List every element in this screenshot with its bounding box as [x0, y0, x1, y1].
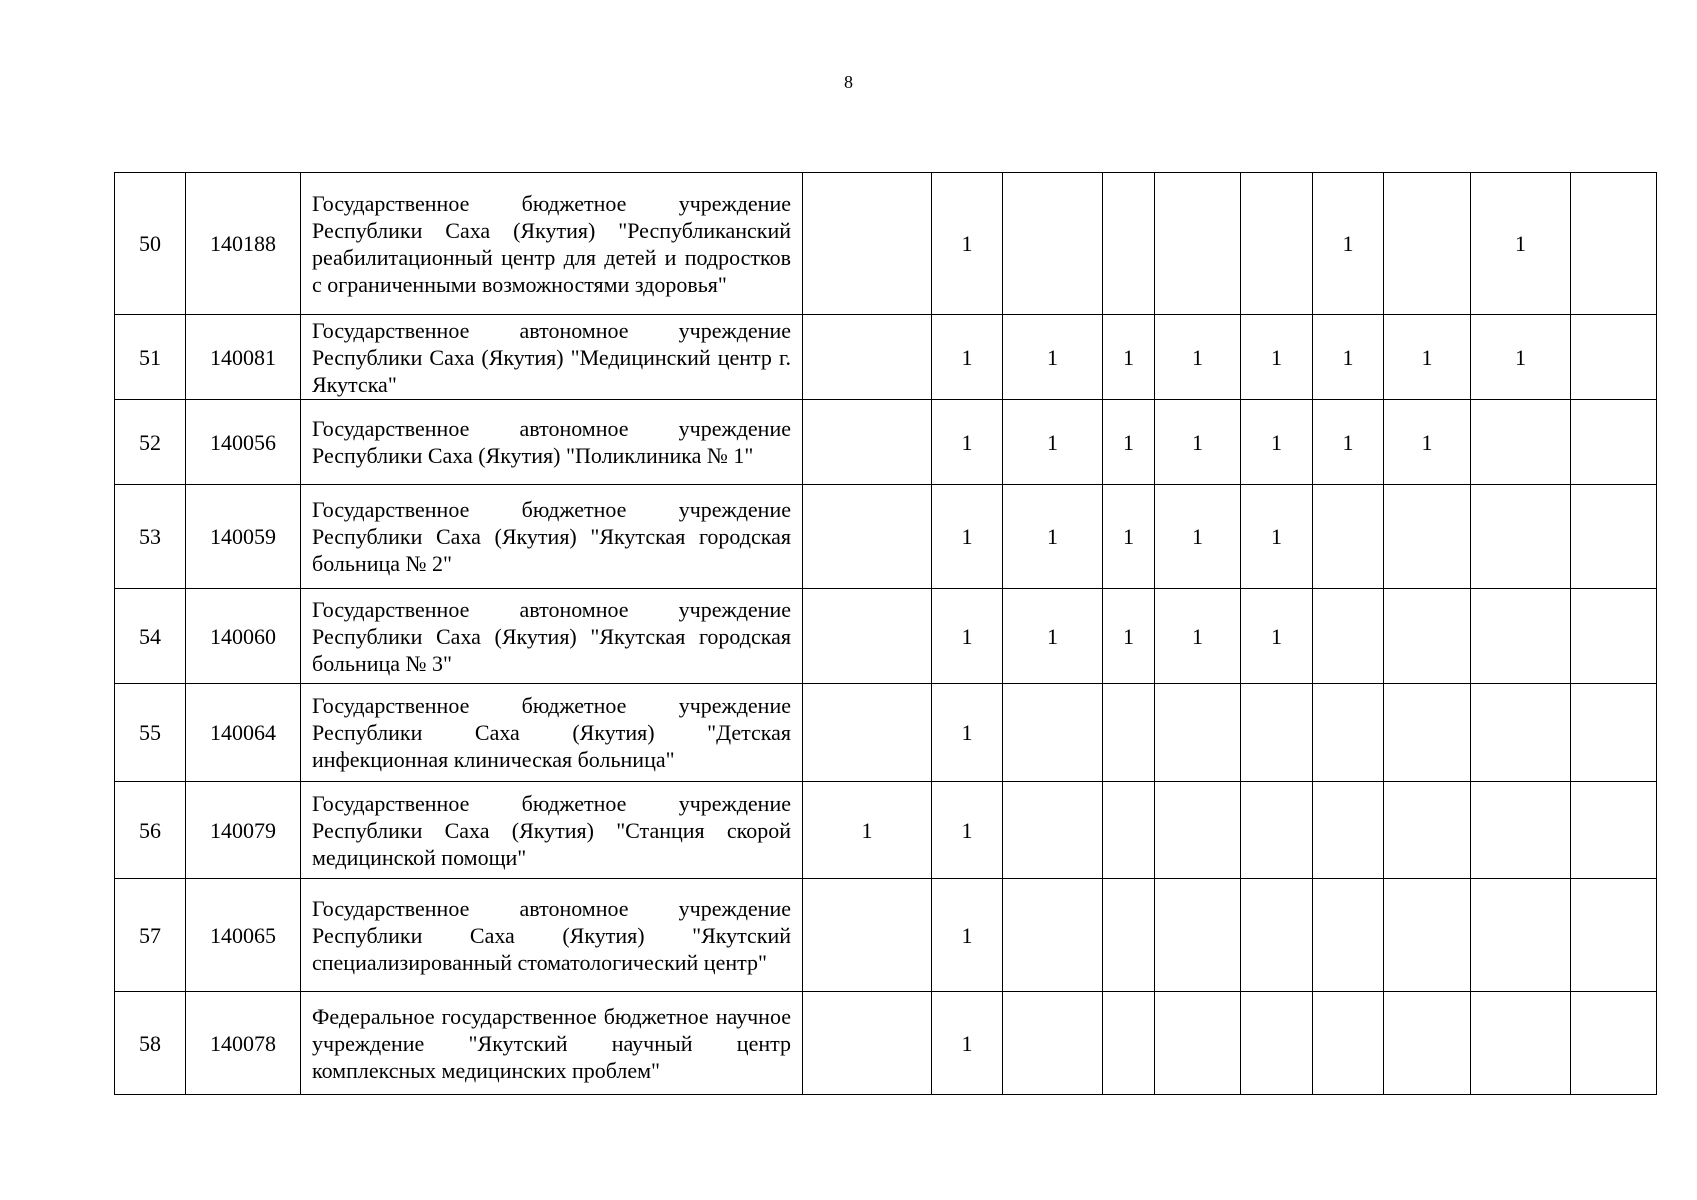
value-cell-3: 1 — [1003, 315, 1103, 400]
org-name-cell: Государственное бюджетное учреждение Республики Саха (Якутия) "Станция скорой медицинской помощи" — [301, 782, 803, 879]
value-cell-1: 1 — [803, 782, 932, 879]
table-body — [115, 173, 1657, 1095]
value-cell-1 — [803, 400, 932, 485]
value-cell-3 — [1003, 782, 1103, 879]
value-cell-1 — [803, 879, 932, 992]
row-number-cell: 54 — [115, 589, 186, 684]
row-number-cell: 58 — [115, 992, 186, 1095]
value-cell-4: 1 — [1103, 589, 1155, 684]
row-number-cell: 55 — [115, 684, 186, 782]
value-cell-5: 1 — [1155, 589, 1241, 684]
org-name-cell: Государственное бюджетное учреждение Республики Саха (Якутия) "Якутская городская больница № 2" — [301, 485, 803, 589]
table-row — [115, 315, 1657, 400]
row-number-cell: 50 — [115, 173, 186, 315]
row-number-cell: 53 — [115, 485, 186, 589]
org-code-cell: 140078 — [186, 992, 301, 1095]
value-cell-6: 1 — [1241, 315, 1313, 400]
value-cell-8 — [1384, 173, 1471, 315]
value-cell-8 — [1384, 879, 1471, 992]
value-cell-5 — [1155, 684, 1241, 782]
value-cell-3: 1 — [1003, 485, 1103, 589]
value-cell-8 — [1384, 589, 1471, 684]
value-cell-7 — [1313, 589, 1384, 684]
value-cell-8 — [1384, 684, 1471, 782]
page-number: 8 — [844, 72, 853, 92]
value-cell-5: 1 — [1155, 315, 1241, 400]
value-cell-9 — [1471, 684, 1571, 782]
row-number-cell: 51 — [115, 315, 186, 400]
value-cell-2: 1 — [932, 173, 1003, 315]
value-cell-4 — [1103, 782, 1155, 879]
value-cell-6 — [1241, 879, 1313, 992]
value-cell-3: 1 — [1003, 589, 1103, 684]
org-name-cell: Государственное бюджетное учреждение Республики Саха (Якутия) "Республиканский реабилитационный центр для детей и подростков с ограниченными возможностями здоровья" — [301, 173, 803, 315]
org-code-cell: 140056 — [186, 400, 301, 485]
value-cell-10 — [1571, 315, 1657, 400]
value-cell-3 — [1003, 992, 1103, 1095]
value-cell-6 — [1241, 684, 1313, 782]
table-row — [115, 992, 1657, 1095]
value-cell-8 — [1384, 485, 1471, 589]
value-cell-7: 1 — [1313, 400, 1384, 485]
value-cell-2: 1 — [932, 315, 1003, 400]
value-cell-10 — [1571, 879, 1657, 992]
value-cell-2: 1 — [932, 782, 1003, 879]
row-number-cell: 56 — [115, 782, 186, 879]
value-cell-1 — [803, 992, 932, 1095]
value-cell-10 — [1571, 173, 1657, 315]
value-cell-5 — [1155, 173, 1241, 315]
value-cell-5: 1 — [1155, 400, 1241, 485]
value-cell-8 — [1384, 992, 1471, 1095]
value-cell-5 — [1155, 992, 1241, 1095]
value-cell-6: 1 — [1241, 485, 1313, 589]
organizations-table — [114, 172, 1657, 1095]
org-code-cell: 140064 — [186, 684, 301, 782]
org-code-cell: 140059 — [186, 485, 301, 589]
value-cell-7 — [1313, 485, 1384, 589]
value-cell-3: 1 — [1003, 400, 1103, 485]
value-cell-10 — [1571, 589, 1657, 684]
value-cell-2: 1 — [932, 589, 1003, 684]
value-cell-4 — [1103, 173, 1155, 315]
value-cell-5 — [1155, 879, 1241, 992]
value-cell-1 — [803, 485, 932, 589]
value-cell-9 — [1471, 992, 1571, 1095]
table-row — [115, 879, 1657, 992]
org-code-cell: 140065 — [186, 879, 301, 992]
value-cell-10 — [1571, 782, 1657, 879]
value-cell-10 — [1571, 485, 1657, 589]
org-name-cell: Государственное автономное учреждение Республики Саха (Якутия) "Якутский специализированный стоматологический центр" — [301, 879, 803, 992]
value-cell-4 — [1103, 992, 1155, 1095]
value-cell-7 — [1313, 684, 1384, 782]
value-cell-4: 1 — [1103, 485, 1155, 589]
table-row — [115, 400, 1657, 485]
value-cell-6 — [1241, 992, 1313, 1095]
value-cell-2: 1 — [932, 400, 1003, 485]
value-cell-7 — [1313, 782, 1384, 879]
org-name-cell: Государственное автономное учреждение Республики Саха (Якутия) "Поликлиника № 1" — [301, 400, 803, 485]
value-cell-9 — [1471, 782, 1571, 879]
value-cell-7: 1 — [1313, 173, 1384, 315]
org-name-cell: Федеральное государственное бюджетное научное учреждение "Якутский научный центр комплексных медицинских проблем" — [301, 992, 803, 1095]
org-name-cell: Государственное автономное учреждение Республики Саха (Якутия) "Медицинский центр г. Якутска" — [301, 315, 803, 400]
value-cell-8: 1 — [1384, 400, 1471, 485]
value-cell-9: 1 — [1471, 173, 1571, 315]
org-name-cell: Государственное бюджетное учреждение Республики Саха (Якутия) "Детская инфекционная клиническая больница" — [301, 684, 803, 782]
value-cell-5 — [1155, 782, 1241, 879]
value-cell-6: 1 — [1241, 589, 1313, 684]
value-cell-2: 1 — [932, 992, 1003, 1095]
table-row — [115, 589, 1657, 684]
row-number-cell: 57 — [115, 879, 186, 992]
value-cell-4: 1 — [1103, 315, 1155, 400]
table-row — [115, 684, 1657, 782]
value-cell-4 — [1103, 879, 1155, 992]
value-cell-9: 1 — [1471, 315, 1571, 400]
value-cell-7 — [1313, 992, 1384, 1095]
org-code-cell: 140081 — [186, 315, 301, 400]
value-cell-2: 1 — [932, 485, 1003, 589]
value-cell-7 — [1313, 879, 1384, 992]
value-cell-9 — [1471, 485, 1571, 589]
value-cell-9 — [1471, 879, 1571, 992]
org-name-cell: Государственное автономное учреждение Республики Саха (Якутия) "Якутская городская больница № 3" — [301, 589, 803, 684]
value-cell-1 — [803, 684, 932, 782]
value-cell-9 — [1471, 400, 1571, 485]
value-cell-1 — [803, 173, 932, 315]
value-cell-6: 1 — [1241, 400, 1313, 485]
value-cell-4: 1 — [1103, 400, 1155, 485]
value-cell-1 — [803, 589, 932, 684]
value-cell-10 — [1571, 400, 1657, 485]
value-cell-5: 1 — [1155, 485, 1241, 589]
value-cell-10 — [1571, 992, 1657, 1095]
value-cell-8 — [1384, 782, 1471, 879]
value-cell-6 — [1241, 782, 1313, 879]
value-cell-3 — [1003, 879, 1103, 992]
org-code-cell: 140188 — [186, 173, 301, 315]
value-cell-9 — [1471, 589, 1571, 684]
table-row — [115, 782, 1657, 879]
value-cell-3 — [1003, 173, 1103, 315]
value-cell-7: 1 — [1313, 315, 1384, 400]
value-cell-1 — [803, 315, 932, 400]
org-code-cell: 140079 — [186, 782, 301, 879]
value-cell-2: 1 — [932, 684, 1003, 782]
org-code-cell: 140060 — [186, 589, 301, 684]
value-cell-4 — [1103, 684, 1155, 782]
value-cell-6 — [1241, 173, 1313, 315]
table-row — [115, 485, 1657, 589]
row-number-cell: 52 — [115, 400, 186, 485]
value-cell-3 — [1003, 684, 1103, 782]
value-cell-2: 1 — [932, 879, 1003, 992]
value-cell-8: 1 — [1384, 315, 1471, 400]
value-cell-10 — [1571, 684, 1657, 782]
table-row — [115, 173, 1657, 315]
